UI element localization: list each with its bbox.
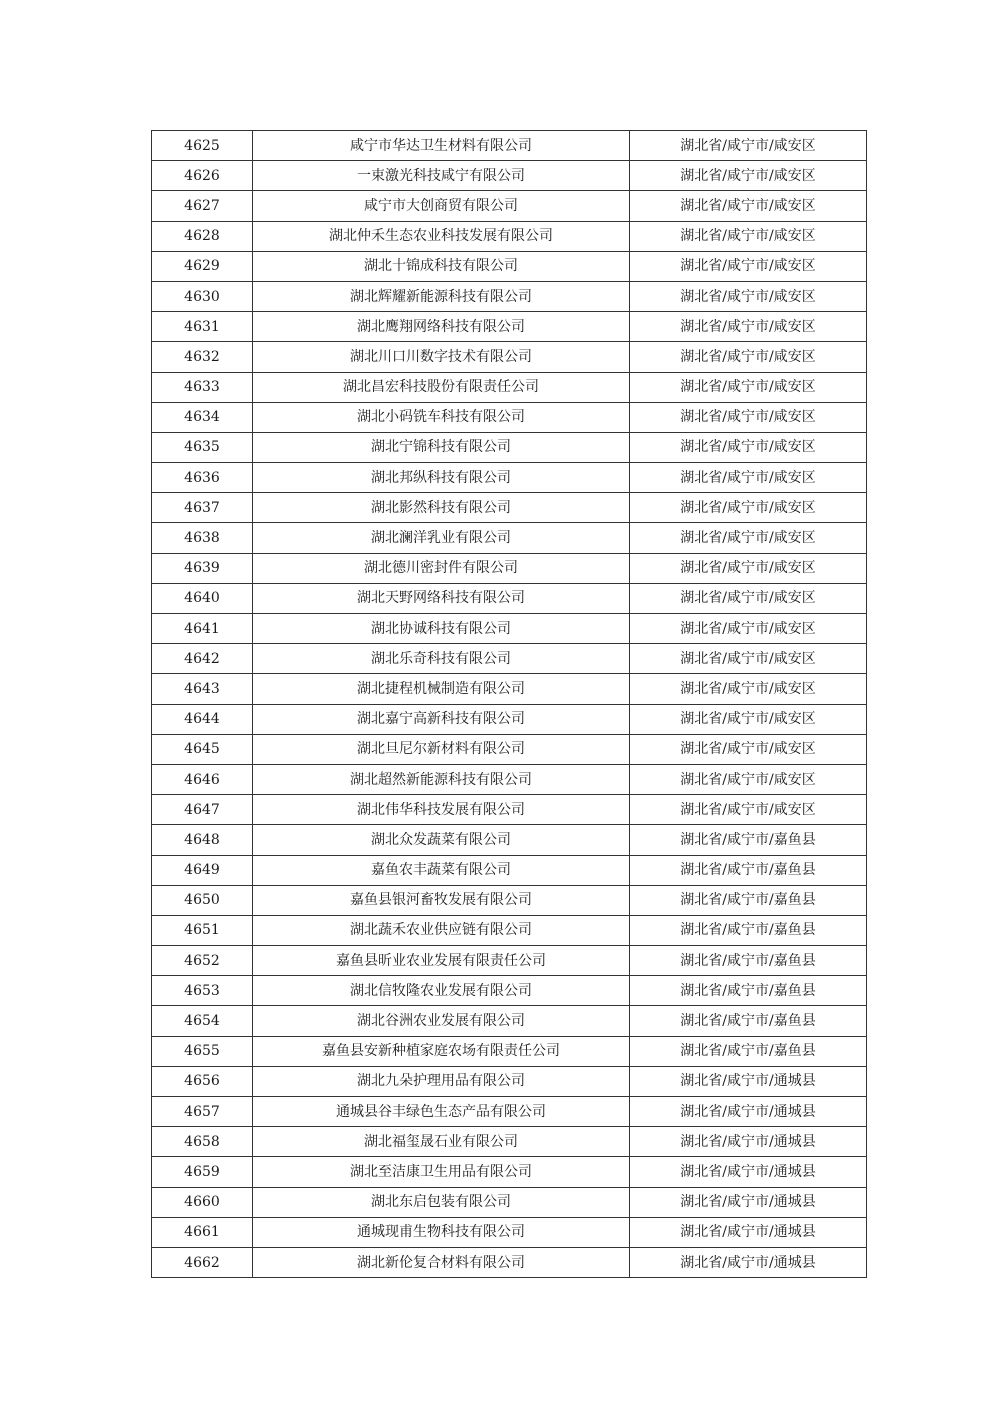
region-cell: 湖北省/咸宁市/咸安区: [630, 432, 867, 462]
row-number-cell: 4638: [152, 523, 253, 553]
region-cell: 湖北省/咸宁市/咸安区: [630, 674, 867, 704]
table-row: [152, 281, 867, 311]
company-name-cell: 湖北川口川数字技术有限公司: [253, 342, 630, 372]
company-name-cell: 湖北众发蔬菜有限公司: [253, 825, 630, 855]
company-name-cell: 湖北乐奇科技有限公司: [253, 644, 630, 674]
table-row: [152, 1066, 867, 1096]
region-cell: 湖北省/咸宁市/通城县: [630, 1066, 867, 1096]
region-cell: 湖北省/咸宁市/通城县: [630, 1127, 867, 1157]
company-name-cell: 湖北协诚科技有限公司: [253, 614, 630, 644]
table-row: [152, 764, 867, 794]
table-row: [152, 946, 867, 976]
row-number-cell: 4629: [152, 251, 253, 281]
company-name-cell: 湖北新伦复合材料有限公司: [253, 1247, 630, 1277]
company-name-cell: 湖北福玺晟石业有限公司: [253, 1127, 630, 1157]
table-row: [152, 131, 867, 161]
row-number-cell: 4647: [152, 795, 253, 825]
company-name-cell: 嘉鱼县银河畜牧发展有限公司: [253, 885, 630, 915]
company-name-cell: 通城县谷丰绿色生态产品有限公司: [253, 1097, 630, 1127]
region-cell: 湖北省/咸宁市/咸安区: [630, 131, 867, 161]
row-number-cell: 4650: [152, 885, 253, 915]
company-name-cell: 湖北澜洋乳业有限公司: [253, 523, 630, 553]
table-row: [152, 825, 867, 855]
company-name-cell: 湖北东启包装有限公司: [253, 1187, 630, 1217]
table-row: [152, 885, 867, 915]
row-number-cell: 4627: [152, 191, 253, 221]
region-cell: 湖北省/咸宁市/嘉鱼县: [630, 855, 867, 885]
row-number-cell: 4660: [152, 1187, 253, 1217]
row-number-cell: 4635: [152, 432, 253, 462]
company-name-cell: 湖北鹰翔网络科技有限公司: [253, 312, 630, 342]
region-cell: 湖北省/咸宁市/咸安区: [630, 764, 867, 794]
table-row: [152, 1157, 867, 1187]
company-name-cell: 湖北嘉宁高新科技有限公司: [253, 704, 630, 734]
table-row: [152, 312, 867, 342]
company-name-cell: 湖北信牧隆农业发展有限公司: [253, 976, 630, 1006]
table-row: [152, 976, 867, 1006]
region-cell: 湖北省/咸宁市/咸安区: [630, 161, 867, 191]
table-row: [152, 1247, 867, 1277]
row-number-cell: 4625: [152, 131, 253, 161]
row-number-cell: 4643: [152, 674, 253, 704]
company-name-cell: 湖北小码铣车科技有限公司: [253, 402, 630, 432]
region-cell: 湖北省/咸宁市/咸安区: [630, 614, 867, 644]
region-cell: 湖北省/咸宁市/咸安区: [630, 704, 867, 734]
row-number-cell: 4642: [152, 644, 253, 674]
row-number-cell: 4655: [152, 1036, 253, 1066]
region-cell: 湖北省/咸宁市/咸安区: [630, 553, 867, 583]
company-name-cell: 湖北伟华科技发展有限公司: [253, 795, 630, 825]
company-name-cell: 湖北昌宏科技股份有限责任公司: [253, 372, 630, 402]
row-number-cell: 4652: [152, 946, 253, 976]
company-name-cell: 湖北谷洲农业发展有限公司: [253, 1006, 630, 1036]
region-cell: 湖北省/咸宁市/咸安区: [630, 312, 867, 342]
company-name-cell: 通城现甫生物科技有限公司: [253, 1217, 630, 1247]
region-cell: 湖北省/咸宁市/咸安区: [630, 493, 867, 523]
row-number-cell: 4653: [152, 976, 253, 1006]
region-cell: 湖北省/咸宁市/咸安区: [630, 734, 867, 764]
table-row: [152, 704, 867, 734]
company-name-cell: 嘉鱼县安新种植家庭农场有限责任公司: [253, 1036, 630, 1066]
company-name-cell: 湖北十锦成科技有限公司: [253, 251, 630, 281]
row-number-cell: 4634: [152, 402, 253, 432]
company-name-cell: 湖北影然科技有限公司: [253, 493, 630, 523]
region-cell: 湖北省/咸宁市/咸安区: [630, 281, 867, 311]
row-number-cell: 4631: [152, 312, 253, 342]
table-row: [152, 915, 867, 945]
company-name-cell: 咸宁市华达卫生材料有限公司: [253, 131, 630, 161]
region-cell: 湖北省/咸宁市/嘉鱼县: [630, 915, 867, 945]
company-name-cell: 湖北邦纵科技有限公司: [253, 463, 630, 493]
table-row: [152, 1217, 867, 1247]
table-row: [152, 1006, 867, 1036]
company-name-cell: 湖北至洁康卫生用品有限公司: [253, 1157, 630, 1187]
region-cell: 湖北省/咸宁市/咸安区: [630, 372, 867, 402]
company-name-cell: 湖北九朵护理用品有限公司: [253, 1066, 630, 1096]
row-number-cell: 4644: [152, 704, 253, 734]
region-cell: 湖北省/咸宁市/咸安区: [630, 402, 867, 432]
row-number-cell: 4626: [152, 161, 253, 191]
table-row: [152, 161, 867, 191]
company-list-table: [151, 130, 867, 1278]
table-row: [152, 1187, 867, 1217]
region-cell: 湖北省/咸宁市/嘉鱼县: [630, 1006, 867, 1036]
region-cell: 湖北省/咸宁市/咸安区: [630, 583, 867, 613]
region-cell: 湖北省/咸宁市/咸安区: [630, 342, 867, 372]
region-cell: 湖北省/咸宁市/嘉鱼县: [630, 946, 867, 976]
table-row: [152, 855, 867, 885]
table-row: [152, 523, 867, 553]
region-cell: 湖北省/咸宁市/通城县: [630, 1187, 867, 1217]
table-row: [152, 1036, 867, 1066]
row-number-cell: 4648: [152, 825, 253, 855]
table-row: [152, 795, 867, 825]
region-cell: 湖北省/咸宁市/通城县: [630, 1157, 867, 1187]
table-row: [152, 191, 867, 221]
table-row: [152, 342, 867, 372]
row-number-cell: 4640: [152, 583, 253, 613]
row-number-cell: 4633: [152, 372, 253, 402]
row-number-cell: 4649: [152, 855, 253, 885]
company-name-cell: 咸宁市大创商贸有限公司: [253, 191, 630, 221]
row-number-cell: 4659: [152, 1157, 253, 1187]
region-cell: 湖北省/咸宁市/通城县: [630, 1097, 867, 1127]
region-cell: 湖北省/咸宁市/通城县: [630, 1217, 867, 1247]
company-name-cell: 湖北仲禾生态农业科技发展有限公司: [253, 221, 630, 251]
table-row: [152, 674, 867, 704]
company-name-cell: 湖北辉耀新能源科技有限公司: [253, 281, 630, 311]
row-number-cell: 4641: [152, 614, 253, 644]
company-name-cell: 湖北超然新能源科技有限公司: [253, 764, 630, 794]
table-row: [152, 402, 867, 432]
table-row: [152, 463, 867, 493]
row-number-cell: 4637: [152, 493, 253, 523]
region-cell: 湖北省/咸宁市/咸安区: [630, 795, 867, 825]
company-name-cell: 湖北德川密封件有限公司: [253, 553, 630, 583]
row-number-cell: 4654: [152, 1006, 253, 1036]
table-row: [152, 734, 867, 764]
region-cell: 湖北省/咸宁市/嘉鱼县: [630, 885, 867, 915]
company-name-cell: 湖北宁锦科技有限公司: [253, 432, 630, 462]
region-cell: 湖北省/咸宁市/咸安区: [630, 251, 867, 281]
company-name-cell: 嘉鱼县昕业农业发展有限责任公司: [253, 946, 630, 976]
company-name-cell: 湖北旦尼尔新材料有限公司: [253, 734, 630, 764]
row-number-cell: 4632: [152, 342, 253, 372]
table-row: [152, 432, 867, 462]
region-cell: 湖北省/咸宁市/咸安区: [630, 523, 867, 553]
table-row: [152, 1127, 867, 1157]
company-name-cell: 嘉鱼农丰蔬菜有限公司: [253, 855, 630, 885]
region-cell: 湖北省/咸宁市/咸安区: [630, 221, 867, 251]
region-cell: 湖北省/咸宁市/咸安区: [630, 463, 867, 493]
company-name-cell: 一束激光科技咸宁有限公司: [253, 161, 630, 191]
table-row: [152, 221, 867, 251]
row-number-cell: 4646: [152, 764, 253, 794]
table-row: [152, 614, 867, 644]
row-number-cell: 4639: [152, 553, 253, 583]
row-number-cell: 4651: [152, 915, 253, 945]
row-number-cell: 4628: [152, 221, 253, 251]
company-name-cell: 湖北天野网络科技有限公司: [253, 583, 630, 613]
table-row: [152, 583, 867, 613]
table-row: [152, 553, 867, 583]
row-number-cell: 4658: [152, 1127, 253, 1157]
region-cell: 湖北省/咸宁市/嘉鱼县: [630, 825, 867, 855]
row-number-cell: 4630: [152, 281, 253, 311]
row-number-cell: 4636: [152, 463, 253, 493]
table-body: [152, 131, 867, 1278]
company-name-cell: 湖北捷程机械制造有限公司: [253, 674, 630, 704]
table-row: [152, 493, 867, 523]
company-name-cell: 湖北蔬禾农业供应链有限公司: [253, 915, 630, 945]
region-cell: 湖北省/咸宁市/嘉鱼县: [630, 976, 867, 1006]
row-number-cell: 4657: [152, 1097, 253, 1127]
table-row: [152, 1097, 867, 1127]
region-cell: 湖北省/咸宁市/通城县: [630, 1247, 867, 1277]
row-number-cell: 4645: [152, 734, 253, 764]
region-cell: 湖北省/咸宁市/咸安区: [630, 644, 867, 674]
row-number-cell: 4662: [152, 1247, 253, 1277]
table-row: [152, 372, 867, 402]
row-number-cell: 4661: [152, 1217, 253, 1247]
row-number-cell: 4656: [152, 1066, 253, 1096]
table-row: [152, 644, 867, 674]
table-row: [152, 251, 867, 281]
region-cell: 湖北省/咸宁市/嘉鱼县: [630, 1036, 867, 1066]
region-cell: 湖北省/咸宁市/咸安区: [630, 191, 867, 221]
